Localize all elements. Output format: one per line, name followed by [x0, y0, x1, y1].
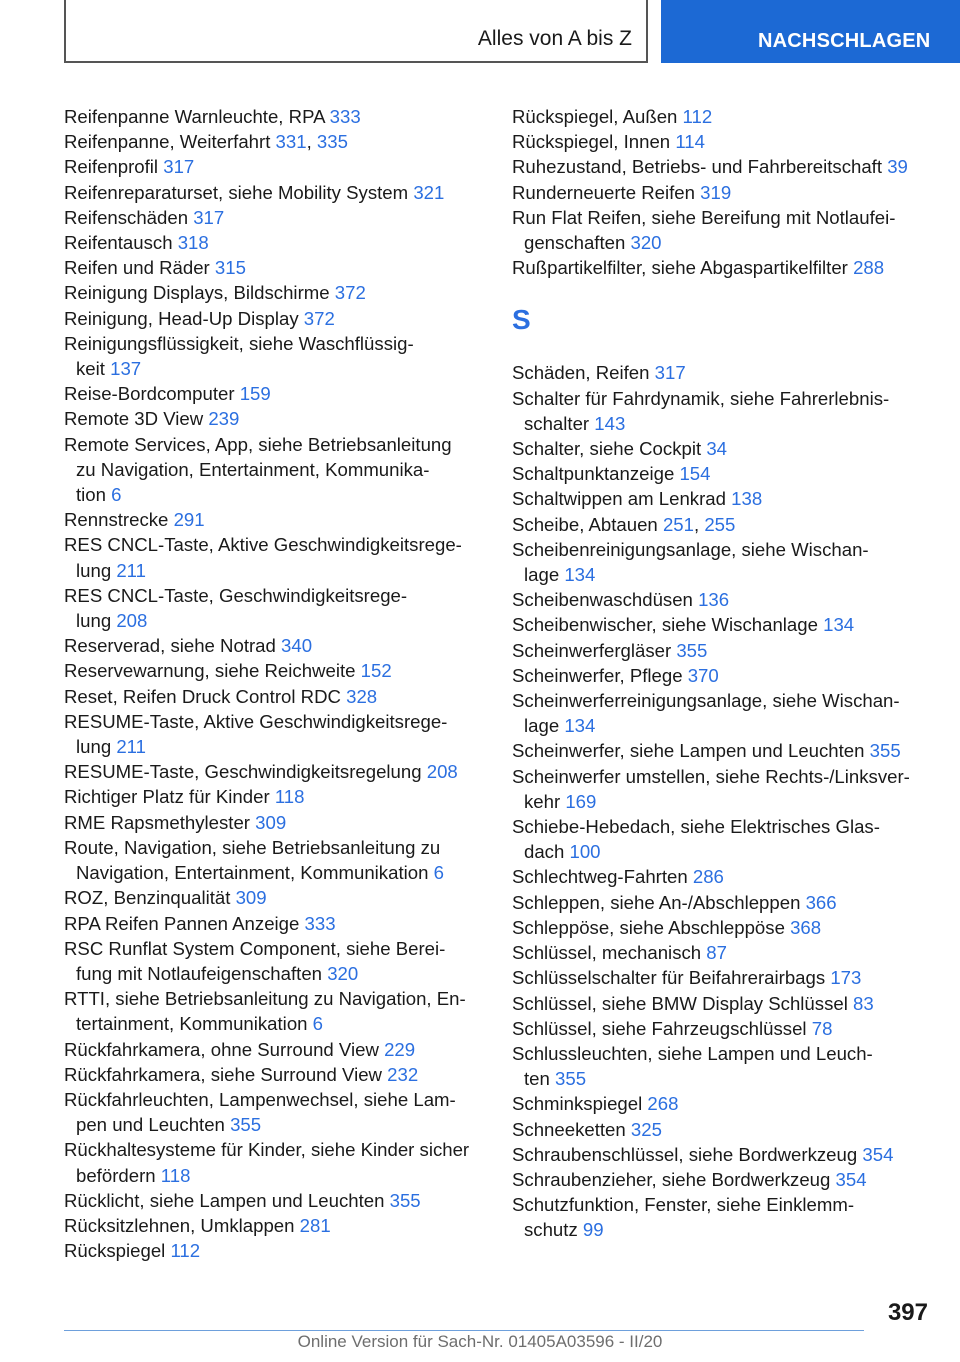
index-entry-term: Rückspiegel, Innen [512, 131, 671, 153]
index-entry [512, 1041, 932, 1091]
index-entry [512, 915, 932, 940]
index-entry-term: Rückfahrkamera, ohne Surround View [64, 1038, 379, 1060]
index-entry-term: Rückspiegel, Außen [512, 106, 678, 127]
page-link[interactable]: 268 [647, 1093, 679, 1115]
index-entry-term: dach [524, 841, 565, 863]
page-link[interactable]: 239 [208, 408, 240, 430]
page-link[interactable]: 317 [163, 156, 195, 178]
index-entry [512, 1167, 932, 1192]
index-entry [64, 1087, 484, 1137]
index-entry-term: Schleppen, siehe An-/Abschleppen [512, 891, 801, 913]
index-entry [64, 331, 484, 381]
page-link[interactable]: 6 [312, 1013, 324, 1035]
index-entry: Scheibe, Abtauen 251, 255 [512, 513, 736, 535]
page-link[interactable]: 34 [706, 438, 727, 460]
index-entry-term: Schneeketten [512, 1118, 626, 1140]
index-entry [512, 104, 932, 129]
page-link[interactable]: 154 [679, 463, 711, 485]
index-entry [64, 306, 484, 331]
page-link[interactable]: 232 [387, 1063, 419, 1085]
page-link[interactable]: 366 [805, 891, 837, 913]
index-entry-term: genschaften [524, 232, 626, 254]
index-entry-term: Reifenpanne, Weiterfahrt [64, 131, 271, 153]
index-entry [64, 759, 484, 784]
index-entry [512, 129, 932, 154]
index-entry [64, 658, 484, 683]
index-entry [512, 991, 932, 1016]
footer-divider [64, 1330, 864, 1331]
index-entry [64, 1188, 484, 1213]
index-entry-term: Schlüssel, siehe BMW Display Schlüssel [512, 992, 848, 1014]
index-entry [512, 1142, 932, 1167]
page-link[interactable]: 6 [433, 862, 444, 884]
index-entry [64, 205, 484, 230]
index-entry [512, 688, 932, 738]
index-entry-term: lung [76, 559, 112, 581]
index-entry-term: Scheibenreinigungsanlage, siehe Wischan- [512, 538, 869, 560]
index-entry-term: tertainment, Kommunikation [76, 1013, 308, 1035]
page-link[interactable]: 100 [569, 841, 601, 863]
page-link[interactable]: 83 [853, 992, 874, 1014]
page-link[interactable]: 355 [869, 740, 901, 762]
index-entry-term: Schaltwippen am Lenkrad [512, 488, 726, 510]
page-link[interactable]: 288 [853, 257, 885, 279]
index-entry-term: Schutzfunktion, Fenster, siehe Einklemm- [512, 1194, 855, 1216]
page-link[interactable]: 372 [303, 307, 335, 329]
index-entry-term: keit [76, 358, 105, 380]
index-entry-term: Rückhaltesysteme für Kinder, siehe Kinder sicher [64, 1139, 470, 1161]
index-entry-term: zu Navigation, Entertainment, Kommunika- [76, 458, 430, 480]
index-entry [512, 461, 932, 486]
index-entry [64, 1238, 484, 1263]
index-entry [64, 986, 484, 1036]
index-entry-term: kehr [524, 790, 561, 812]
index-entry-term: Reservewarnung, siehe Reichweite [64, 660, 356, 682]
index-entry-term: Scheinwerfer umstellen, siehe Rechts-/Linksver- [512, 765, 910, 787]
index-entry [64, 255, 484, 280]
index-entry-term: ten [524, 1068, 550, 1090]
index-entry [64, 432, 484, 508]
index-entry [512, 764, 932, 814]
page-link[interactable]: 134 [823, 614, 855, 636]
page-link[interactable]: 169 [565, 790, 597, 812]
index-entry-term: Richtiger Platz für Kinder [64, 786, 270, 808]
page-link[interactable]: 137 [110, 358, 142, 380]
page-link[interactable]: 286 [692, 866, 724, 888]
index-entry-term: Reinigungsflüssigkeit, siehe Waschflüssig- [64, 332, 414, 354]
index-entry [64, 1137, 484, 1187]
index-entry [64, 633, 484, 658]
index-entry [512, 154, 932, 179]
index-entry-term: Scheibenwaschdüsen [512, 589, 693, 611]
page-link[interactable]: 6 [111, 484, 122, 506]
page-link[interactable]: 355 [230, 1114, 262, 1136]
page-link[interactable]: 331 [275, 131, 307, 153]
index-entry [64, 835, 484, 885]
page-link[interactable]: 229 [384, 1038, 416, 1060]
page-link[interactable]: 211 [116, 559, 146, 581]
index-entry-term: Schlüsselschalter für Beifahrerairbags [512, 967, 826, 989]
index-entry [64, 280, 484, 305]
page-link[interactable]: 328 [346, 685, 378, 707]
index-entry-term: lage [524, 564, 560, 586]
index-entry-term: lung [76, 610, 112, 632]
index-entry [512, 1016, 932, 1041]
index-entry [512, 486, 932, 511]
index-entry-term: Rußpartikelfilter, siehe Abgaspartikelfilter [512, 257, 848, 279]
index-entry [64, 885, 484, 910]
page-link[interactable]: 173 [830, 967, 862, 989]
index-entry-term: lage [524, 715, 560, 737]
index-entry [64, 1062, 484, 1087]
page-link[interactable]: 333 [329, 106, 361, 127]
index-entry-term: Scheibenwischer, siehe Wischanlage [512, 614, 818, 636]
index-entry [64, 230, 484, 255]
index-entry-term: Reifenschäden [64, 206, 189, 228]
index-entry [512, 940, 932, 965]
index-entry-term: Navigation, Entertainment, Kommunikation [76, 862, 429, 884]
index-entry-term: Schlüssel, siehe Fahrzeugschlüssel [512, 1017, 807, 1039]
index-entry-term: Run Flat Reifen, siehe Bereifung mit Notlaufei- [512, 206, 896, 228]
index-entry [512, 205, 932, 255]
index-entry-term: schalter [524, 412, 590, 434]
index-column-right [512, 104, 932, 1243]
page-link[interactable]: 318 [177, 232, 209, 254]
index-entry-term: ROZ, Benzinqualität [64, 887, 231, 909]
index-entry-term: Schlüssel, mechanisch [512, 942, 702, 964]
index-entry-term: Rennstrecke [64, 509, 169, 531]
index-entry-term: Schraubenschlüssel, siehe Bordwerkzeug [512, 1143, 858, 1165]
index-entry-term: Reifentausch [64, 232, 173, 254]
page-link[interactable]: 136 [698, 589, 730, 611]
index-entry-term: Reifenreparaturset, siehe Mobility System [64, 181, 409, 203]
page-link[interactable]: 208 [426, 761, 458, 783]
index-entry-term: Scheinwerfergläser [512, 639, 672, 661]
index-column-left [64, 104, 484, 1263]
index-entry-term: Reset, Reifen Druck Control RDC [64, 685, 341, 707]
index-entry [64, 104, 484, 129]
index-entry-term: Reifen und Räder [64, 257, 210, 279]
index-entry-term: Remote Services, App, siehe Betriebsanleitung [64, 433, 452, 455]
page-link[interactable]: 319 [700, 181, 732, 203]
index-entry [512, 965, 932, 990]
index-entry [64, 381, 484, 406]
index-entry [64, 406, 484, 431]
page-link[interactable]: 39 [887, 156, 908, 178]
index-entry [64, 532, 484, 582]
index-entry-term: Route, Navigation, siehe Betriebsanleitung zu [64, 836, 441, 858]
index-entry-term: tion [76, 484, 106, 506]
index-entry-term: RPA Reifen Pannen Anzeige [64, 912, 300, 934]
page-link[interactable]: 291 [173, 509, 205, 531]
page-link[interactable]: 134 [564, 564, 596, 586]
chapter-tab[interactable] [661, 0, 960, 63]
index-entry-term: Rückfahrkamera, siehe Surround View [64, 1063, 382, 1085]
page-link[interactable]: 335 [316, 131, 348, 153]
page-link[interactable]: 208 [116, 610, 148, 632]
index-entry-term: Reserverad, siehe Notrad [64, 635, 276, 657]
index-entry [512, 360, 932, 385]
page-link[interactable]: 355 [676, 639, 708, 661]
index-entry-term: Scheinwerfer, siehe Lampen und Leuchten [512, 740, 865, 762]
index-letter-heading: S [512, 304, 531, 336]
index-entry [512, 1117, 932, 1142]
page-link[interactable]: 255 [704, 513, 736, 535]
page-link[interactable]: 321 [413, 181, 445, 203]
index-entry [64, 810, 484, 835]
page-link[interactable]: 159 [239, 383, 271, 405]
index-entry [512, 890, 932, 915]
index-entry-term: Rückfahrleuchten, Lampenwechsel, siehe Lam- [64, 1088, 456, 1110]
index-entry-term: Ruhezustand, Betriebs- und Fahrbereitschaft [512, 156, 883, 178]
index-entry [512, 386, 932, 436]
page-link[interactable]: 87 [706, 942, 727, 964]
index-entry-term: RES CNCL-Taste, Geschwindigkeitsrege- [64, 584, 408, 606]
footer-version: Online Version für Sach-Nr. 01405A03596 - II/20 [297, 1332, 663, 1351]
index-entry-term: Schalter, siehe Cockpit [512, 438, 702, 460]
header-section-box [64, 0, 648, 63]
page-link[interactable]: 309 [255, 811, 287, 833]
index-entry [64, 684, 484, 709]
index-entry [64, 154, 484, 179]
page-link[interactable]: 118 [160, 1164, 191, 1186]
index-entry [512, 638, 932, 663]
index-entry-term: RES CNCL-Taste, Aktive Geschwindigkeitsrege- [64, 534, 462, 556]
page-link[interactable]: 309 [235, 887, 267, 909]
index-entry [64, 180, 484, 205]
index-entry-term: Schalter für Fahrdynamik, siehe Fahrerlebnis- [512, 387, 890, 409]
index-entry-term: Schlechtweg-Fahrten [512, 866, 688, 888]
index-entry [64, 1037, 484, 1062]
index-entry [512, 864, 932, 889]
index-entry-term: Schleppöse, siehe Abschleppöse [512, 916, 785, 938]
index-entry [64, 911, 484, 936]
index-entry-term: Schiebe-Hebedach, siehe Elektrisches Glas- [512, 816, 880, 838]
page-link[interactable]: 138 [731, 488, 763, 510]
page-link[interactable]: 370 [687, 664, 719, 686]
index-entry-term: Schäden, Reifen [512, 362, 650, 384]
index-entry-term: Reinigung Displays, Bildschirme [64, 282, 330, 304]
index-entry-term: RME Rapsmethylester [64, 811, 250, 833]
index-entry [64, 784, 484, 809]
page-link[interactable]: 325 [630, 1118, 662, 1140]
index-entry-term: Schaltpunktanzeige [512, 463, 675, 485]
index-entry-term: RSC Runflat System Component, siehe Berei- [64, 937, 446, 959]
page-link[interactable]: 114 [675, 131, 705, 153]
index-entry-term: RTTI, siehe Betriebsanleitung zu Navigation, En- [64, 988, 466, 1010]
index-entry [64, 1213, 484, 1238]
index-entry-term: Scheinwerferreinigungsanlage, siehe Wischan- [512, 690, 900, 712]
index-entry-term: Reise-Bordcomputer [64, 383, 235, 405]
page-link[interactable]: 354 [835, 1168, 867, 1190]
index-entry-term: Reifenpanne Warnleuchte, RPA [64, 106, 325, 127]
index-entry-term: Rückspiegel [64, 1240, 166, 1262]
index-entry-term: Reifenprofil [64, 156, 159, 178]
index-entry-term: schutz [524, 1219, 578, 1241]
page-link[interactable]: 320 [327, 962, 359, 984]
index-entry-term: Rücklicht, siehe Lampen und Leuchten [64, 1189, 385, 1211]
page-link[interactable]: 355 [389, 1189, 421, 1211]
index-entry-term: Scheinwerfer, Pflege [512, 664, 683, 686]
index-entry [512, 612, 932, 637]
index-entry [512, 663, 932, 688]
page-link[interactable]: 315 [214, 257, 246, 279]
index-entry-term: Rücksitzlehnen, Umklappen [64, 1214, 295, 1236]
index-entry [64, 583, 484, 633]
page-link[interactable]: 143 [594, 412, 626, 434]
index-entry-term: Remote 3D View [64, 408, 204, 430]
index-entry-term: RESUME-Taste, Geschwindigkeitsregelung [64, 761, 422, 783]
index-entry [512, 255, 932, 280]
index-entry [512, 436, 932, 461]
index-entry-term: Schraubenzieher, siehe Bordwerkzeug [512, 1168, 831, 1190]
index-entry: Reifenpanne, Weiterfahrt 331, 335 [64, 131, 348, 153]
chapter-title: NACHSCHLAGEN [758, 30, 931, 52]
index-entry [512, 738, 932, 763]
page-link[interactable]: 317 [654, 362, 686, 384]
index-entry-term: fung mit Notlaufeigenschaften [76, 962, 323, 984]
section-title: Alles von A bis Z [477, 27, 632, 50]
index-entry-term: RESUME-Taste, Aktive Geschwindigkeitsrege- [64, 710, 448, 732]
index-entry-term: Schlussleuchten, siehe Lampen und Leuch- [512, 1042, 873, 1064]
page-link[interactable]: 251 [662, 513, 694, 535]
page-link[interactable]: 340 [281, 635, 313, 657]
index-entry [512, 587, 932, 612]
page-link[interactable]: 211 [116, 736, 146, 758]
index-entry-term: Runderneuerte Reifen [512, 181, 695, 203]
index-entry-term: befördern [76, 1164, 156, 1186]
index-entry [64, 709, 484, 759]
index-entry-term: Reinigung, Head-Up Display [64, 307, 299, 329]
index-entry [512, 180, 932, 205]
page-link[interactable]: 112 [682, 106, 713, 127]
page-link[interactable]: 320 [630, 232, 662, 254]
index-entry [64, 507, 484, 532]
index-entry [512, 1192, 932, 1242]
page-link[interactable]: 333 [304, 912, 336, 934]
index-entry-term: Scheibe, Abtauen [512, 513, 658, 535]
index-entry [512, 814, 932, 864]
page-link[interactable]: 134 [564, 715, 596, 737]
page-link[interactable]: 118 [274, 786, 305, 808]
page-link[interactable]: 99 [582, 1219, 604, 1241]
index-entry-term: lung [76, 736, 112, 758]
index-entry [512, 1091, 932, 1116]
index-entry [512, 537, 932, 587]
page-link[interactable]: 152 [360, 660, 392, 682]
page-link[interactable]: 368 [790, 916, 822, 938]
index-entry [64, 936, 484, 986]
index-entry-term: pen und Leuchten [76, 1114, 225, 1136]
page-link[interactable]: 355 [555, 1068, 587, 1090]
page-link[interactable]: 372 [334, 282, 366, 304]
page-number: 397 [887, 1299, 928, 1326]
index-entry-term: Schminkspiegel [512, 1093, 643, 1115]
page-link[interactable]: 317 [193, 206, 225, 228]
page-link[interactable]: 112 [170, 1240, 201, 1262]
page-link[interactable]: 78 [811, 1017, 833, 1039]
page-link[interactable]: 281 [299, 1214, 331, 1236]
page-link[interactable]: 354 [862, 1143, 894, 1165]
